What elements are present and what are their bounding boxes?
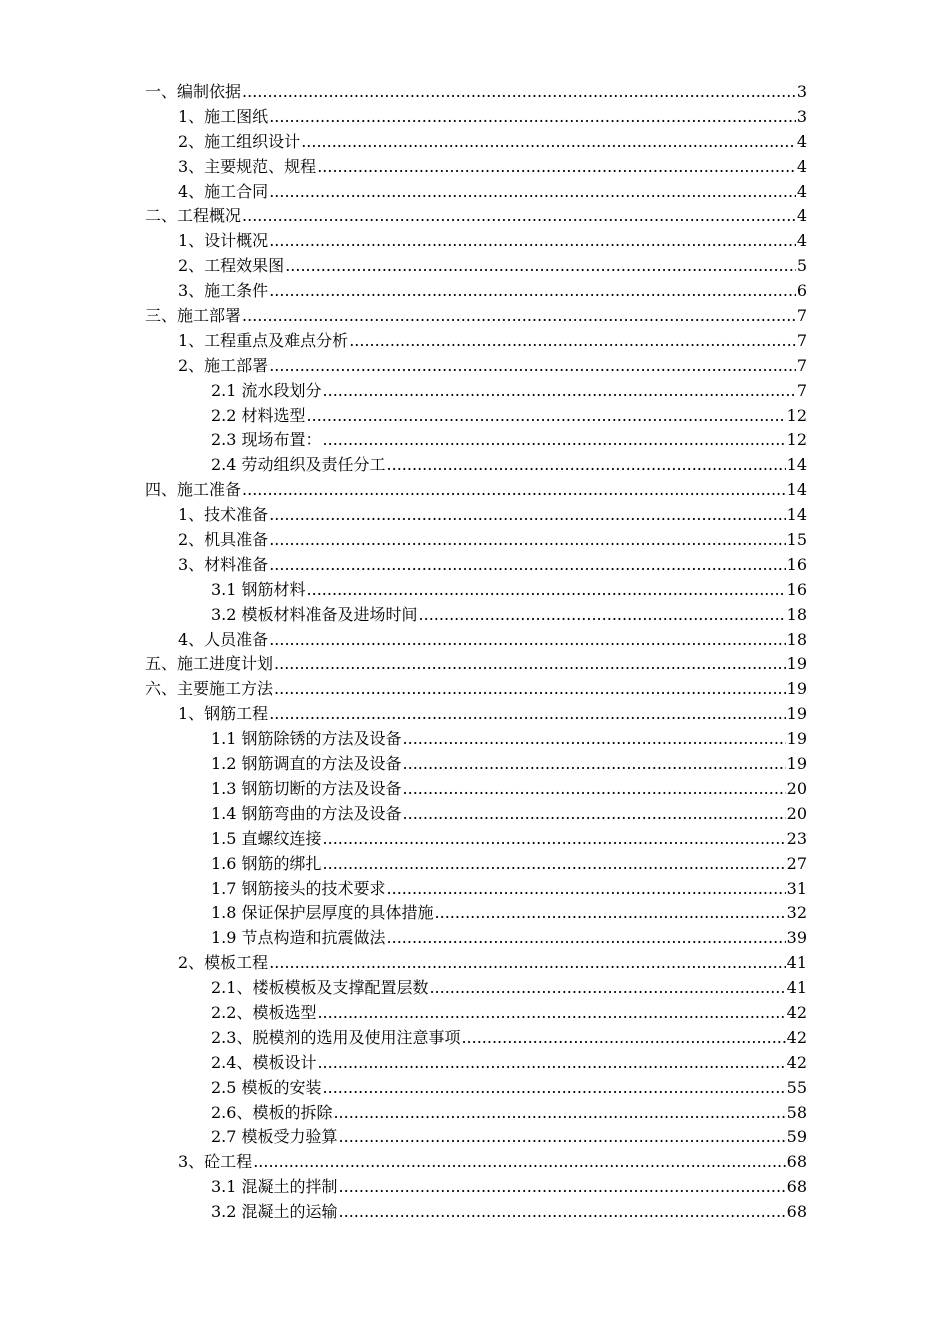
toc-dot-leader: [269, 279, 796, 304]
toc-entry[interactable]: [145, 702, 807, 727]
toc-entry-title: 3、砼工程: [178, 1152, 253, 1172]
toc-entry[interactable]: [145, 1051, 807, 1076]
toc-entry-page-number: 41: [786, 978, 807, 998]
toc-dot-leader: [323, 1076, 786, 1101]
toc-entry-title: 一、编制依据: [145, 82, 242, 101]
toc-entry-page-number: 68: [786, 1202, 807, 1222]
toc-entry-title: 1.3 钢筋切断的方法及设备: [211, 778, 402, 798]
toc-dot-leader: [349, 329, 796, 354]
toc-entry[interactable]: [145, 478, 807, 503]
toc-entry[interactable]: [145, 877, 807, 902]
toc-entry-title: 3.2 混凝土的运输: [211, 1202, 338, 1222]
toc-entry-title: 2.2 材料选型: [211, 405, 306, 425]
toc-entry[interactable]: [145, 677, 807, 702]
toc-entry[interactable]: [145, 1150, 807, 1175]
toc-entry-page-number: 55: [786, 1077, 807, 1097]
toc-dot-leader: [285, 254, 796, 279]
toc-entry-title: 2、模板工程: [178, 953, 269, 973]
toc-dot-leader: [269, 628, 785, 653]
toc-dot-leader: [307, 404, 786, 429]
toc-dot-leader: [269, 528, 785, 553]
toc-entry-page-number: 39: [786, 928, 807, 948]
toc-entry-title: 1.9 节点构造和抗震做法: [211, 928, 386, 948]
toc-entry-page-number: 31: [786, 878, 807, 898]
toc-entry[interactable]: [145, 976, 807, 1001]
toc-dot-leader: [403, 802, 786, 827]
toc-dot-leader: [301, 130, 796, 155]
toc-dot-leader: [317, 1051, 785, 1076]
toc-entry-title: 3、主要规范、规程: [178, 156, 317, 176]
toc-entry[interactable]: [145, 279, 807, 304]
toc-entry-title: 2、施工部署: [178, 355, 269, 375]
toc-dot-leader: [323, 379, 796, 404]
toc-entry-title: 1.6 钢筋的绑扎: [211, 853, 322, 873]
toc-dot-leader: [269, 229, 796, 254]
toc-entry-title: 2.5 模板的安装: [211, 1077, 322, 1097]
toc-dot-leader: [242, 304, 796, 329]
toc-entry-page-number: 18: [786, 604, 807, 624]
toc-dot-leader: [419, 603, 786, 628]
toc-entry-title: 2.7 模板受力验算: [211, 1127, 338, 1147]
toc-dot-leader: [269, 180, 796, 205]
toc-entry[interactable]: [145, 1175, 807, 1200]
toc-entry[interactable]: [145, 304, 807, 329]
toc-dot-leader: [269, 553, 785, 578]
toc-entry[interactable]: [145, 603, 807, 628]
toc-entry-title: 2.3 现场布置：: [211, 430, 322, 450]
toc-entry-page-number: 4: [796, 181, 807, 201]
toc-entry-page-number: 3: [796, 106, 807, 126]
toc-entry-page-number: 68: [786, 1177, 807, 1197]
toc-entry-title: 3.1 钢筋材料: [211, 579, 306, 599]
toc-entry-page-number: 20: [786, 778, 807, 798]
toc-entry[interactable]: [145, 901, 807, 926]
toc-entry[interactable]: [145, 802, 807, 827]
toc-entry-title: 1.8 保证保护层厚度的具体措施: [211, 903, 434, 923]
toc-dot-leader: [269, 105, 796, 130]
table-of-contents: [145, 80, 807, 1225]
toc-entry[interactable]: [145, 528, 807, 553]
toc-entry[interactable]: [145, 578, 807, 603]
toc-entry-title: 1.5 直螺纹连接: [211, 828, 322, 848]
toc-entry-page-number: 4: [796, 231, 807, 251]
toc-entry-title: 3.1 混凝土的拌制: [211, 1177, 338, 1197]
toc-entry[interactable]: [145, 503, 807, 528]
toc-entry[interactable]: [145, 453, 807, 478]
toc-entry-title: 六、主要施工方法: [145, 679, 274, 699]
toc-entry-page-number: 7: [796, 330, 807, 350]
toc-entry-page-number: 42: [786, 1052, 807, 1072]
toc-dot-leader: [269, 951, 785, 976]
toc-entry-title: 1、设计概况: [178, 231, 269, 251]
toc-dot-leader: [253, 1150, 785, 1175]
toc-entry-title: 2.2、模板选型: [211, 1002, 317, 1022]
toc-entry-page-number: 14: [786, 505, 807, 525]
toc-entry-title: 1、技术准备: [178, 505, 269, 525]
toc-dot-leader: [307, 578, 786, 603]
toc-entry[interactable]: [145, 1001, 807, 1026]
toc-entry-page-number: 18: [786, 629, 807, 649]
toc-entry-title: 2、施工组织设计: [178, 131, 301, 151]
toc-entry-page-number: 5: [796, 256, 807, 276]
toc-entry-page-number: 12: [786, 405, 807, 425]
toc-dot-leader: [461, 1026, 785, 1051]
toc-dot-leader: [429, 976, 785, 1001]
toc-entry[interactable]: [145, 1125, 807, 1150]
toc-entry-page-number: 68: [786, 1152, 807, 1172]
toc-dot-leader: [387, 877, 786, 902]
toc-entry[interactable]: [145, 428, 807, 453]
toc-entry-page-number: 4: [796, 156, 807, 176]
toc-entry-title: 1.4 钢筋弯曲的方法及设备: [211, 803, 402, 823]
toc-entry-page-number: 14: [786, 455, 807, 475]
toc-entry-title: 2.1、楼板模板及支撑配置层数: [211, 978, 429, 998]
toc-entry[interactable]: [145, 827, 807, 852]
toc-entry[interactable]: [145, 752, 807, 777]
toc-entry-page-number: 19: [786, 704, 807, 724]
toc-dot-leader: [339, 1125, 786, 1150]
toc-entry-title: 2.4 劳动组织及责任分工: [211, 455, 386, 475]
toc-dot-leader: [242, 204, 796, 229]
toc-entry[interactable]: [145, 1076, 807, 1101]
toc-entry-page-number: 4: [796, 206, 807, 226]
toc-entry-title: 2.6、模板的拆除: [211, 1102, 333, 1122]
toc-entry-page-number: 16: [786, 554, 807, 574]
toc-dot-leader: [387, 926, 786, 951]
toc-entry-page-number: 6: [796, 281, 807, 301]
toc-entry-page-number: 42: [786, 1027, 807, 1047]
toc-entry[interactable]: [145, 379, 807, 404]
toc-entry-title: 3.2 模板材料准备及进场时间: [211, 604, 418, 624]
toc-entry[interactable]: [145, 354, 807, 379]
toc-entry-page-number: 14: [786, 480, 807, 500]
toc-entry-page-number: 41: [786, 953, 807, 973]
toc-entry-page-number: 58: [786, 1102, 807, 1122]
toc-entry[interactable]: [145, 105, 807, 130]
toc-dot-leader: [403, 752, 786, 777]
toc-dot-leader: [269, 503, 785, 528]
toc-dot-leader: [242, 478, 786, 503]
toc-entry[interactable]: [145, 1101, 807, 1126]
toc-dot-leader: [269, 702, 785, 727]
toc-entry[interactable]: [145, 404, 807, 429]
toc-entry[interactable]: [145, 204, 807, 229]
toc-entry[interactable]: [145, 852, 807, 877]
toc-entry[interactable]: [145, 329, 807, 354]
toc-dot-leader: [269, 354, 796, 379]
toc-entry-title: 五、施工进度计划: [145, 654, 274, 674]
toc-entry-page-number: 7: [796, 355, 807, 375]
toc-entry-page-number: 59: [786, 1127, 807, 1147]
toc-dot-leader: [339, 1175, 786, 1200]
toc-entry-page-number: 12: [786, 430, 807, 450]
toc-entry-title: 2.4、模板设计: [211, 1052, 317, 1072]
toc-entry-title: 四、施工准备: [145, 480, 242, 500]
toc-entry-title: 2.3、脱模剂的选用及使用注意事项: [211, 1027, 461, 1047]
toc-entry-title: 二、工程概况: [145, 206, 242, 226]
toc-entry-page-number: 19: [786, 679, 807, 699]
toc-entry-page-number: 42: [786, 1002, 807, 1022]
toc-entry[interactable]: [145, 727, 807, 752]
toc-entry[interactable]: [145, 254, 807, 279]
toc-entry[interactable]: [145, 1026, 807, 1051]
toc-entry[interactable]: [145, 1200, 807, 1225]
toc-entry[interactable]: [145, 553, 807, 578]
toc-entry[interactable]: [145, 926, 807, 951]
toc-entry-page-number: 7: [796, 306, 807, 326]
toc-entry-title: 2.1 流水段划分: [211, 380, 322, 400]
toc-entry[interactable]: [145, 628, 807, 653]
toc-entry-page-number: 20: [786, 803, 807, 823]
toc-dot-leader: [403, 777, 786, 802]
toc-entry-page-number: 4: [796, 131, 807, 151]
toc-dot-leader: [339, 1200, 786, 1225]
toc-entry-title: 1.1 钢筋除锈的方法及设备: [211, 729, 402, 749]
toc-dot-leader: [317, 155, 796, 180]
toc-dot-leader: [274, 677, 786, 702]
toc-entry-page-number: 19: [786, 729, 807, 749]
toc-entry-page-number: 19: [786, 654, 807, 674]
toc-dot-leader: [387, 453, 786, 478]
toc-entry-title: 1、钢筋工程: [178, 704, 269, 724]
toc-entry[interactable]: [145, 180, 807, 205]
toc-entry[interactable]: [145, 80, 807, 105]
toc-entry[interactable]: [145, 155, 807, 180]
toc-entry-title: 1、施工图纸: [178, 106, 269, 126]
toc-entry-page-number: 19: [786, 754, 807, 774]
toc-dot-leader: [435, 901, 786, 926]
toc-entry-page-number: 27: [786, 853, 807, 873]
toc-entry-title: 3、施工条件: [178, 281, 269, 301]
toc-entry-title: 三、施工部署: [145, 306, 242, 326]
toc-entry-page-number: 7: [796, 380, 807, 400]
toc-entry-title: 1、工程重点及难点分析: [178, 330, 349, 350]
toc-entry-page-number: 32: [786, 903, 807, 923]
toc-entry-title: 4、人员准备: [178, 629, 269, 649]
toc-dot-leader: [274, 652, 786, 677]
toc-entry[interactable]: [145, 777, 807, 802]
toc-entry-title: 3、材料准备: [178, 554, 269, 574]
toc-dot-leader: [317, 1001, 785, 1026]
toc-entry-title: 1.2 钢筋调直的方法及设备: [211, 754, 402, 774]
toc-entry-page-number: 3: [796, 82, 807, 101]
toc-dot-leader: [403, 727, 786, 752]
toc-entry-page-number: 23: [786, 828, 807, 848]
toc-entry-title: 2、工程效果图: [178, 256, 285, 276]
toc-dot-leader: [323, 428, 786, 453]
toc-entry-page-number: 16: [786, 579, 807, 599]
toc-entry[interactable]: [145, 951, 807, 976]
toc-dot-leader: [323, 827, 786, 852]
toc-entry-page-number: 15: [786, 530, 807, 550]
toc-entry[interactable]: [145, 130, 807, 155]
toc-dot-leader: [323, 852, 786, 877]
toc-entry[interactable]: [145, 229, 807, 254]
toc-entry-title: 2、机具准备: [178, 530, 269, 550]
toc-entry-title: 4、施工合同: [178, 181, 269, 201]
toc-entry-title: 1.7 钢筋接头的技术要求: [211, 878, 386, 898]
toc-entry[interactable]: [145, 652, 807, 677]
toc-dot-leader: [333, 1101, 785, 1126]
toc-dot-leader: [242, 80, 796, 105]
